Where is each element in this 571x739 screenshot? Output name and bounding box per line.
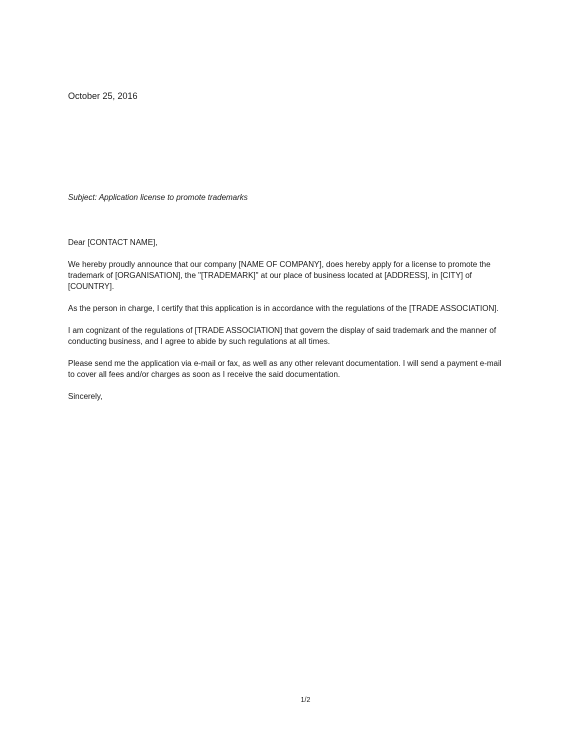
letter-body: [68, 237, 508, 413]
letter-paragraph: As the person in charge, I certify that this application is in accordance with the regulations of the [TRADE ASSOCIATION].: [68, 304, 499, 313]
letter-paragraph: Please send me the application via e-mail or fax, as well as any other relevant documentation. I will send a payment e-mail to cover all fees and/or charges as soon as I receive the said documentation.: [68, 359, 502, 379]
letter-date: October 25, 2016: [68, 91, 138, 101]
letter-subject: Subject: Application license to promote trademarks: [68, 193, 248, 202]
letter-paragraph: I am cognizant of the regulations of [TRADE ASSOCIATION] that govern the display of said trademark and the manner of conducting business, and I agree to abide by such regulations at all times.: [68, 326, 497, 346]
letter-salutation: Dear [CONTACT NAME],: [68, 238, 158, 247]
letter-paragraph: We hereby proudly announce that our company [NAME OF COMPANY], does hereby apply for a license to promote the trademark of [ORGANISATION], the "[TRADEMARK]" at our place of business located at [ADDRESS], in [CITY] of [COUNTRY].: [68, 260, 491, 291]
letter-closing: Sincerely,: [68, 392, 103, 401]
page-number: 1/2: [300, 697, 311, 704]
